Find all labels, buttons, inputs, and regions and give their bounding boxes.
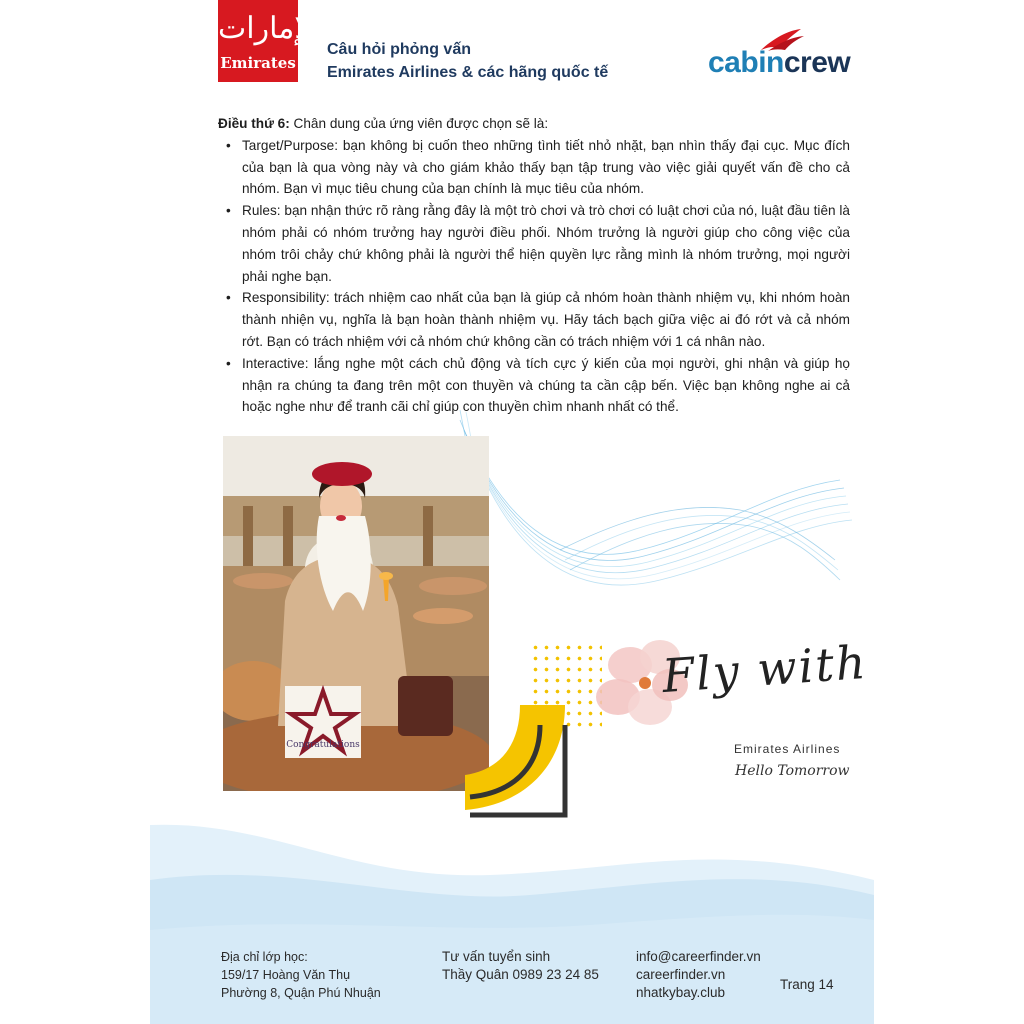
footer-consult [442, 948, 599, 984]
list-item: • Interactive: lắng nghe một cách chủ động và tích cực ý kiến của mọi người, ghi nhận và giúp họ nhận ra chúng ta đang trên một con thuyền và chúng ta cần cập bến. Việc bạn không nghe ai cả hoặc nghe như để tranh cãi chỉ giúp con thuyền chìm nhanh nhất có thể. [218, 353, 850, 418]
cabincrew-wordmark-cabin: cabin [708, 46, 784, 79]
yellow-arc-decoration [455, 705, 575, 825]
fly-with-script: Fly with [660, 634, 870, 704]
list-item: • Target/Purpose: bạn không bị cuốn theo những tình tiết nhỏ nhặt, bạn nhìn thấy đại cục. Mục đích của bạn là qua vòng này và cho giám khảo thấy bạn tập trung vào việc giải quyết vấn đề cho cả nhóm. Bạn vì mục tiêu chung của bạn chính là mục tiêu của nhóm. [218, 135, 850, 200]
slogan: Hello Tomorrow [735, 763, 850, 779]
footer-site-link[interactable]: nhatkybay.club [636, 985, 726, 1000]
cabincrew-wordmark [708, 46, 850, 80]
emirates-logo-word: Emirates [220, 54, 296, 72]
congratulations-sign-text: Congratulations [286, 740, 360, 750]
article-body [218, 113, 850, 418]
footer-links [636, 948, 761, 1002]
footer-address [221, 948, 381, 1002]
criteria-list [218, 135, 850, 418]
cabin-crew-photo [223, 436, 489, 791]
emirates-logo-calligraphy: ﺍﻹﻣﺎﺭﺍﺕ [218, 11, 320, 46]
list-item: • Responsibility: trách nhiệm cao nhất của bạn là giúp cả nhóm hoàn thành nhiệm vụ, khi nhóm hoàn thành nhiện vụ, nghĩa là bạn hoàn thành nhiệm vụ. Hãy tách bạch giữa việc ai đó rớt và cả nhóm rớt. Bạn có trách nhiệm với cả nhóm chứ không cần có trách nhiệm với 1 cá nhân nào. [218, 287, 850, 352]
footer-address-line1: 159/17 Hoàng Văn Thụ [221, 968, 351, 982]
airline-name: Emirates Airlines [734, 742, 841, 756]
section-lead [218, 113, 850, 135]
footer-consult-label: Tư vấn tuyển sinh [442, 949, 551, 964]
emirates-logo [218, 0, 320, 82]
footer-consult-contact: Thầy Quân 0989 23 24 85 [442, 967, 599, 982]
section-lead-label: Điều thứ 6: [218, 116, 290, 131]
section-lead-text: Chân dung của ứng viên được chọn sẽ là: [289, 116, 549, 131]
list-item: • Rules: bạn nhận thức rõ ràng rằng đây là một trò chơi và trò chơi có luật chơi của nó, luật đầu tiên là nhóm phải có nhóm trưởng hay người điều phối. Nhóm trưởng là người giúp cho công việc của nhóm trôi chảy chứ không phải là người thể hiện quyền lực rằng mình là nhóm trưởng, mọi người phải nghe bạn. [218, 200, 850, 287]
flowing-lines-decoration [440, 400, 860, 640]
cabincrew-logo [706, 24, 851, 84]
photo-illustration [223, 436, 489, 791]
page-number: Trang 14 [780, 977, 834, 992]
cabincrew-wordmark-crew: crew [783, 46, 851, 79]
footer-email-link[interactable]: info@careerfinder.vn [636, 949, 761, 964]
header-title [327, 38, 608, 84]
header-title-line2: Emirates Airlines & các hãng quốc tế [327, 64, 609, 81]
footer-address-label: Địa chỉ lớp học: [221, 950, 308, 964]
footer-site-link[interactable]: careerfinder.vn [636, 967, 726, 982]
header-title-line1: Câu hỏi phỏng vấn [327, 41, 471, 58]
footer-address-line2: Phường 8, Quận Phú Nhuận [221, 986, 381, 1000]
